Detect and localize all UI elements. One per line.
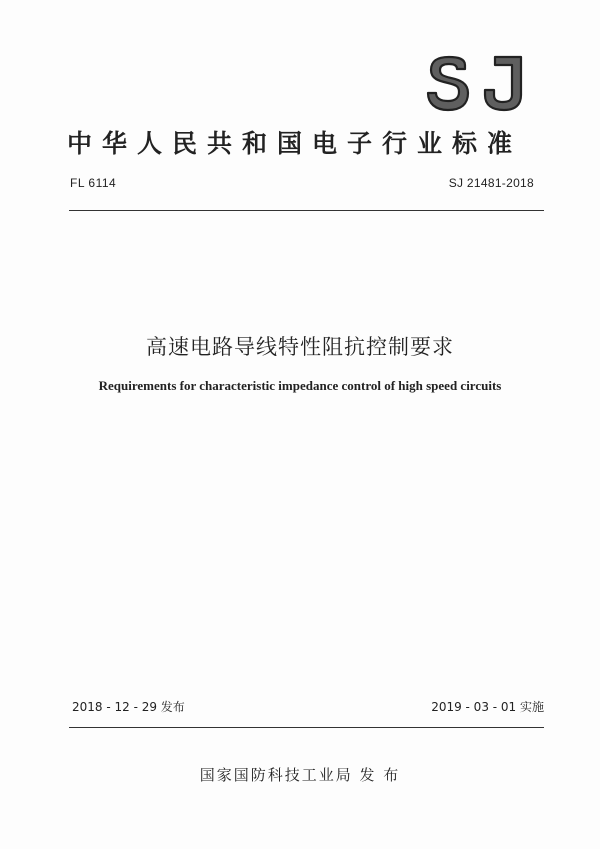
publisher: 国家国防科技工业局 发 布	[199, 766, 401, 784]
classification-code: FL 6114	[70, 176, 117, 190]
standard-category-title: 中华人民共和国电子行业标准	[67, 129, 523, 158]
issue-date: 2018 - 12 - 29 发布	[72, 700, 185, 714]
implementation-date: 2019 - 03 - 01 实施	[431, 700, 544, 714]
document-title-chinese: 高速电路导线特性阻抗控制要求	[146, 335, 454, 359]
footer-divider	[69, 727, 544, 728]
header-divider	[69, 210, 544, 211]
sj-logo-icon	[425, 55, 525, 113]
standard-number: SJ 21481-2018	[448, 176, 534, 190]
document-title-english: Requirements for characteristic impedance control of high speed circuits	[98, 378, 502, 393]
svg-text:SJ: SJ	[475, 95, 476, 96]
